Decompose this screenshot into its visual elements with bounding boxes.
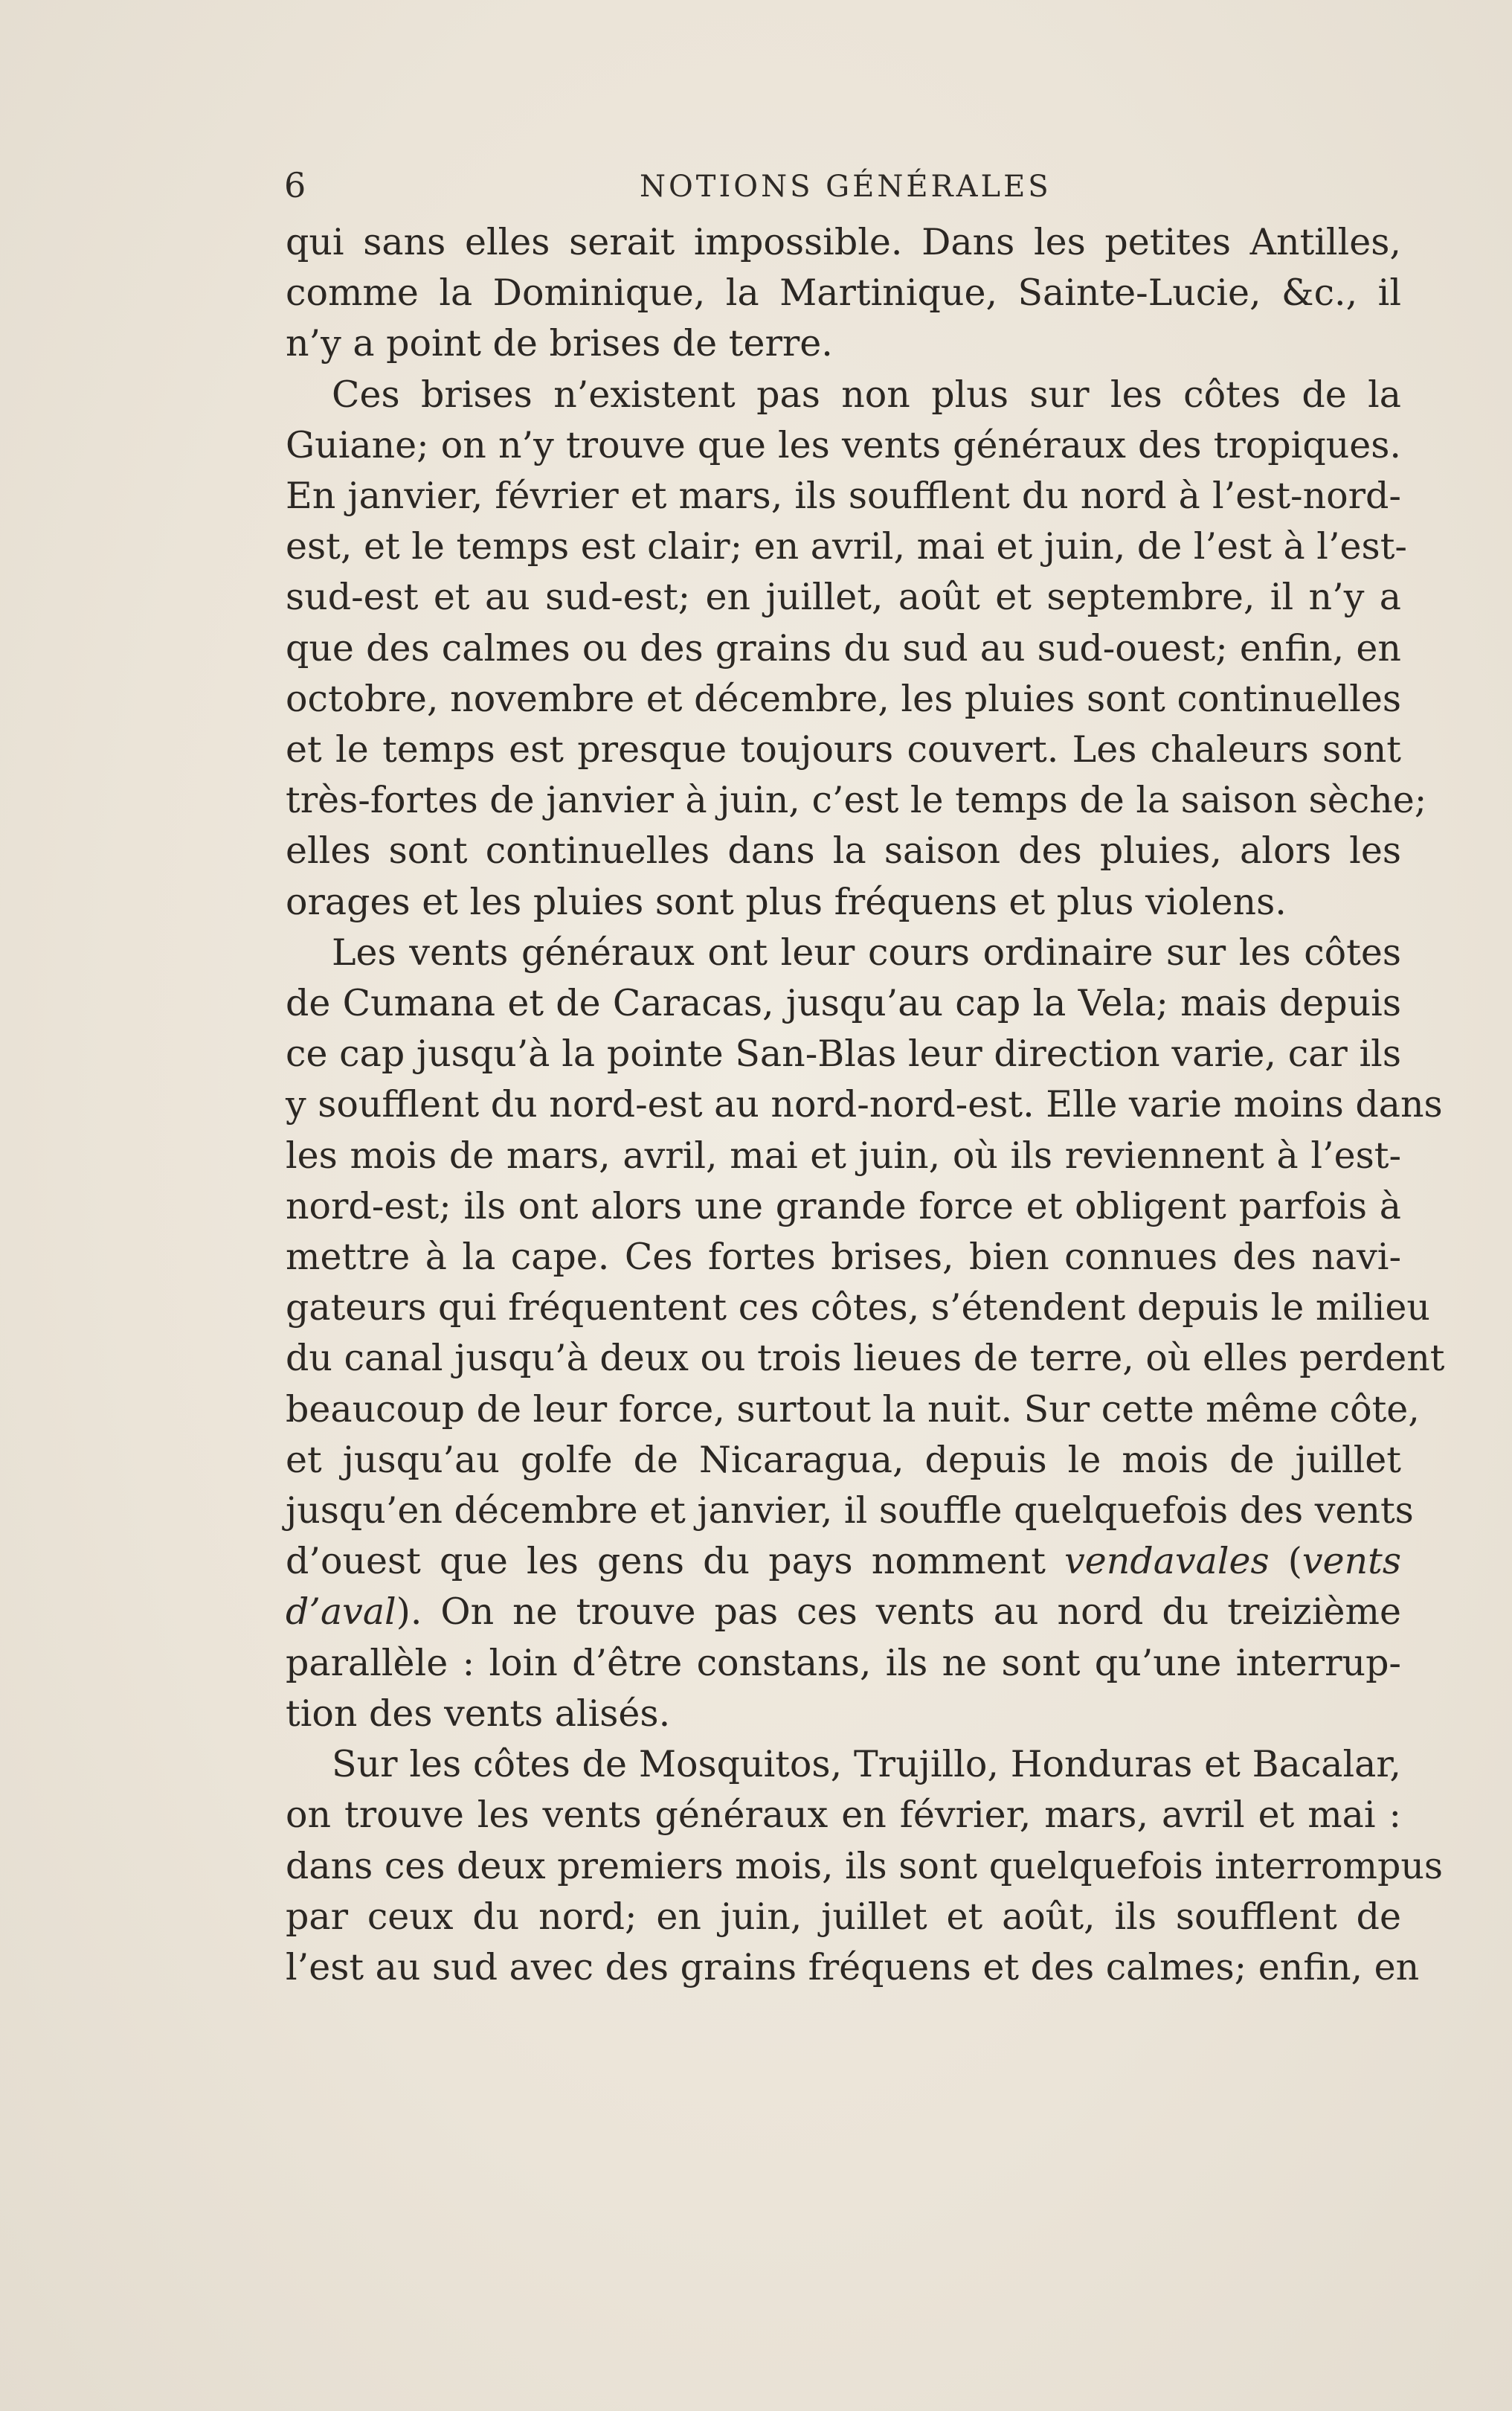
text-line: de Cumana et de Caracas, jusqu’au cap la Vela; mais depuis	[286, 982, 1401, 1025]
text-line-with-italic	[286, 1587, 1401, 1637]
text-line: l’est au sud avec des grains fréquens et des calmes; enfin, en	[286, 1945, 1420, 1988]
text-line: et jusqu’au golfe de Nicaragua, depuis le mois de juillet	[286, 1438, 1401, 1481]
text-line: nord-est; ils ont alors une grande force et obligent parfois à	[286, 1184, 1401, 1227]
page-number: 6	[284, 165, 306, 205]
italic-term: vents	[1302, 1540, 1401, 1583]
text-line: du canal jusqu’à deux ou trois lieues de terre, où elles perdent	[286, 1337, 1445, 1380]
paragraph-1	[286, 217, 1401, 370]
text-line: on trouve les vents généraux en février, mars, avril et mai :	[286, 1794, 1401, 1837]
text-line: tion des vents alisés.	[286, 1692, 671, 1735]
text-line: et le temps est presque toujours couvert. Les chaleurs sont	[286, 728, 1401, 771]
paragraph-2	[286, 370, 1427, 928]
text-line: est, et le temps est clair; en avril, mai et juin, de l’est à l’est-	[286, 525, 1407, 568]
text-fragment: (	[1269, 1540, 1302, 1583]
text-line: par ceux du nord; en juin, juillet et août, ils soufflent de	[286, 1895, 1401, 1938]
text-fragment: ). On ne trouve pas ces vents au nord du treizième	[396, 1590, 1401, 1634]
text-line: octobre, novembre et décembre, les pluies sont continuelles	[286, 677, 1401, 720]
text-line: comme la Dominique, la Martinique, Sainte-Lucie, &c., il	[286, 272, 1401, 315]
running-title: NOTIONS GÉNÉRALES	[640, 170, 1052, 204]
text-line: jusqu’en décembre et janvier, il souffle quelquefois des vents	[286, 1489, 1414, 1532]
text-line: y soufflent du nord-est au nord-nord-est. Elle varie moins dans	[286, 1083, 1443, 1126]
text-line: Sur les côtes de Mosquitos, Trujillo, Honduras et Bacalar,	[332, 1743, 1401, 1786]
text-line: dans ces deux premiers mois, ils sont quelquefois interrompus	[286, 1844, 1444, 1887]
text-line: ce cap jusqu’à la pointe San-Blas leur direction varie, car ils	[286, 1033, 1401, 1076]
text-line: que des calmes ou des grains du sud au sud-ouest; enfin, en	[286, 626, 1401, 670]
paragraph-3	[286, 928, 1445, 1739]
text-line: qui sans elles serait impossible. Dans les petites Antilles,	[286, 221, 1401, 263]
text-line: Les vents généraux ont leur cours ordinaire sur les côtes	[332, 931, 1401, 974]
text-line: les mois de mars, avril, mai et juin, où ils reviennent à l’est-	[286, 1134, 1401, 1177]
text-line: beaucoup de leur force, surtout la nuit. Sur cette même côte,	[286, 1387, 1420, 1431]
text-line-with-italic	[286, 1536, 1401, 1587]
page-header	[284, 165, 1400, 217]
text-line: n’y a point de brises de terre.	[286, 322, 833, 365]
text-line: elles sont continuelles dans la saison des pluies, alors les	[286, 829, 1401, 873]
text-line: sud-est et au sud-est; en juillet, août et septembre, il n’y a	[286, 576, 1401, 619]
text-line: mettre à la cape. Ces fortes brises, bien connues des navi-	[286, 1236, 1401, 1279]
text-line: parallèle : loin d’être constans, ils ne sont qu’une interrup-	[286, 1641, 1401, 1684]
italic-term: d’aval	[286, 1590, 396, 1634]
text-line: orages et les pluies sont plus fréquens et plus violens.	[286, 880, 1287, 923]
body-text	[286, 217, 1445, 1993]
text-line: gateurs qui fréquentent ces côtes, s’étendent depuis le milieu	[286, 1286, 1430, 1329]
paragraph-4	[286, 1739, 1444, 1993]
text-line: très-fortes de janvier à juin, c’est le temps de la saison sèche;	[286, 779, 1427, 822]
text-line: Ces brises n’existent pas non plus sur les côtes de la	[332, 373, 1401, 416]
text-line: Guiane; on n’y trouve que les vents généraux des tropiques.	[286, 423, 1401, 466]
text-fragment: d’ouest que les gens du pays nomment	[286, 1540, 1065, 1583]
italic-term: vendavales	[1064, 1540, 1270, 1583]
text-line: En janvier, février et mars, ils soufflent du nord à l’est-nord-	[286, 475, 1401, 518]
